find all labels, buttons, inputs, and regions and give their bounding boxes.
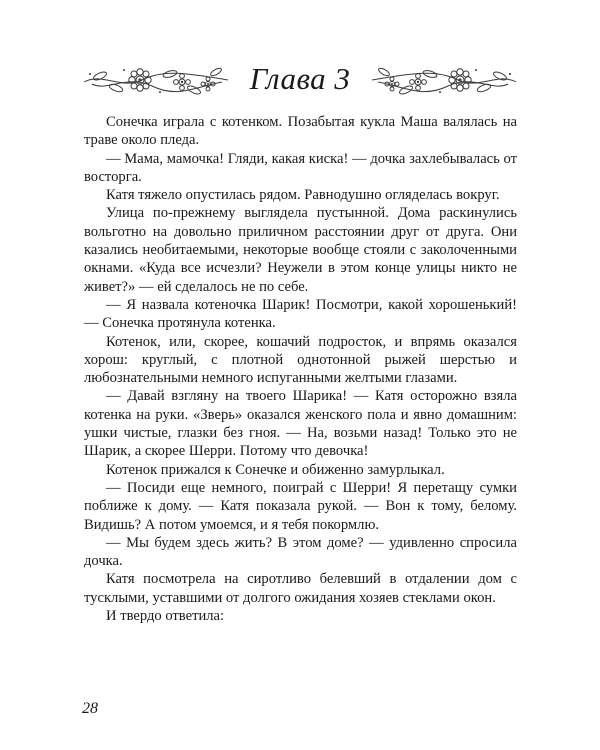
floral-ornament-icon	[82, 62, 230, 98]
paragraph: — Давай взгляну на твоего Шарика! — Катя осторожно взяла котенка на руки. «Зверь» оказался женского пола и явно домашним: ушки чистые, глазки без гноя. — На, возьми назад! Только это не Шарик, а скорее Шерри. Потому что девочка!	[84, 388, 517, 460]
paragraph: Катя посмотрела на сиротливо белевший в отдалении дом с тусклыми, уставшими от долгого ожидания хозяев стеклами окон.	[84, 571, 517, 606]
paragraph: — Я назвала котеночка Шарик! Посмотри, какой хорошенький! — Сонечка протянула котенка.	[84, 296, 517, 332]
chapter-title: Глава 3	[249, 61, 351, 96]
paragraph: Котенок, или, скорее, кошачий подросток, и впрямь оказался хорош: круглый, с плотной однотонной рыжей шерстью и любознательными немного испуганными желтыми глазами.	[84, 333, 517, 387]
paragraph: Катя тяжело опустилась рядом. Равнодушно огляделась вокруг.	[106, 187, 500, 204]
paragraph: Котенок прижался к Сонечке и обиженно замурлыкал.	[106, 461, 445, 478]
paragraph: И твердо ответила:	[106, 608, 225, 625]
floral-ornament-icon	[370, 62, 518, 98]
paragraph: Сонечка играла с котенком. Позабытая кукла Маша валялась на траве около пледа.	[84, 114, 517, 149]
paragraph: — Посиди еще немного, поиграй с Шерри! Я перетащу сумки поближе к дому. — Катя показала рукой. — Вон к тому, белому. Видишь? А потом умоемся, и я тебя покормлю.	[84, 479, 517, 533]
paragraph: — Мы будем здесь жить? В этом доме? — удивленно спросила дочка.	[84, 534, 517, 570]
body-text	[84, 113, 517, 625]
page-number: 28	[82, 700, 98, 717]
chapter-header	[82, 58, 518, 102]
paragraph: — Мама, мамочка! Гляди, какая киска! — дочка захлебывалась от восторга.	[84, 150, 517, 185]
paragraph: Улица по-прежнему выглядела пустынной. Дома раскинулись вольготно на довольно приличном расстоянии друг от друга. Они казались необитаемыми, некоторые вообще стояли с заколоченными окнами. «Куда все исчезли? Неужели в этом конце улицы никто не живет?» — ей сделалось не по себе.	[84, 205, 517, 295]
